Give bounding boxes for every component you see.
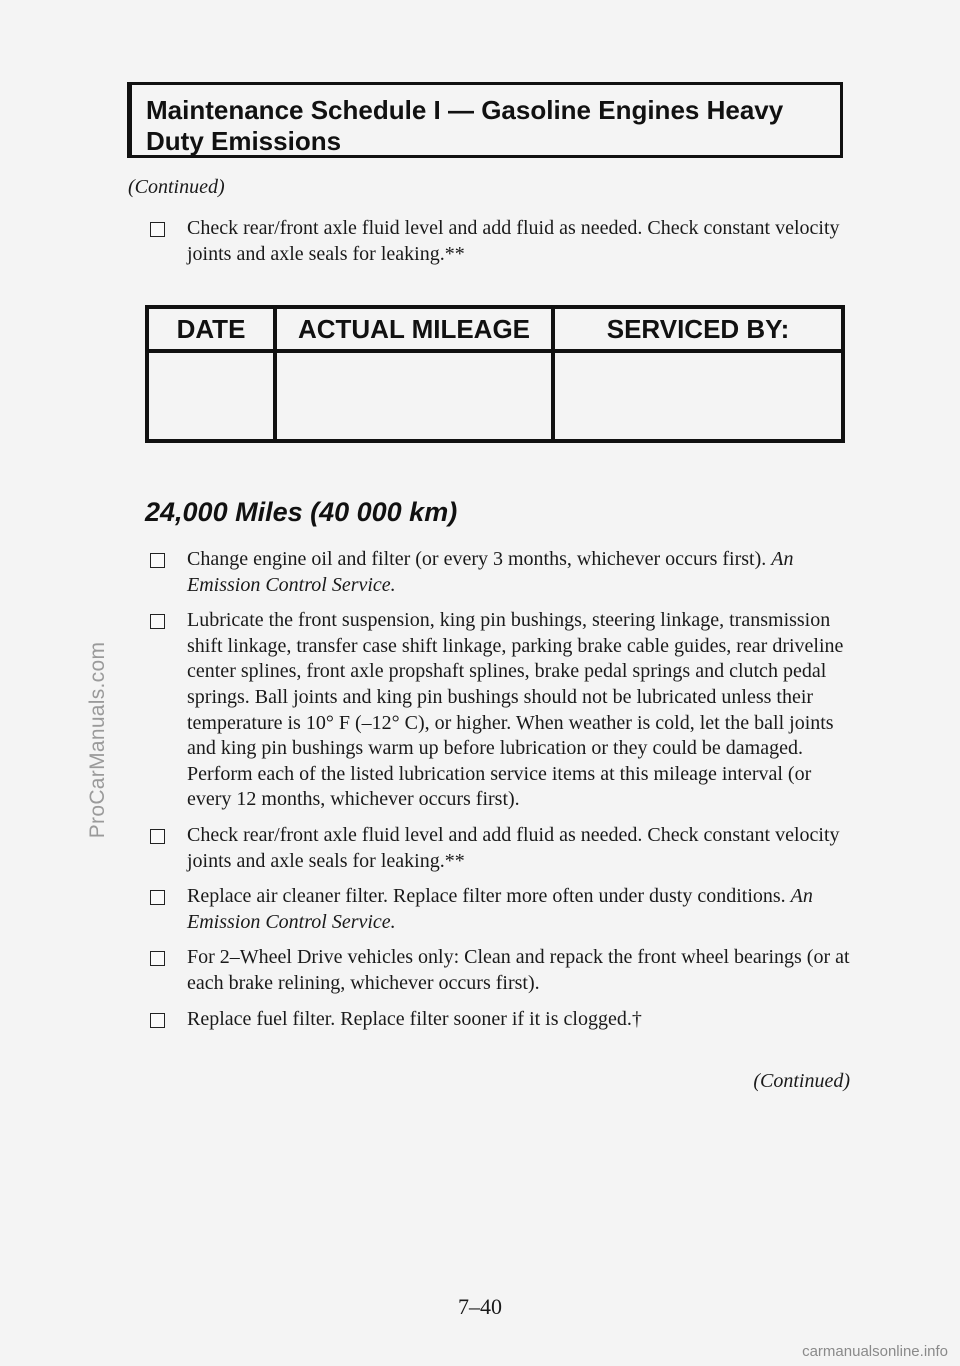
list-item: [150, 547, 850, 598]
schedule-title-line2: Duty Emissions: [146, 126, 342, 156]
list-item: [150, 1007, 850, 1033]
checkbox-icon[interactable]: [150, 553, 165, 568]
service-record-table: [145, 305, 845, 443]
list-item: [150, 216, 850, 267]
footer-watermark: carmanualsonline.info: [802, 1343, 948, 1360]
list-item: [150, 884, 850, 935]
item-text: Lubricate the front suspension, king pin bushings, steering linkage, transmission shift linkage, transfer case shift linkage, parking brake cable guides, rear driveline center splines, front axle propshaft splines, brake pedal springs and clutch pedal springs. Ball joints and king pin bushings should not be lubricated unless their temperature is 10° F (–12° C), or higher. When weather is cold, let the ball joints and king pin bushings warm up before lubrication or they could be damaged. Perform each of the listed lubrication service items at this mileage interval (or every 12 months, whichever occurs first).: [187, 609, 844, 811]
schedule-title-line1: Maintenance Schedule I — Gasoline Engines Heavy: [146, 95, 784, 125]
page-number: 7–40: [458, 1294, 502, 1319]
serviced-by-cell[interactable]: [553, 351, 843, 441]
continued-label-top: (Continued): [128, 176, 225, 198]
side-watermark: ProCarManuals.com: [86, 641, 109, 839]
list-item: [150, 945, 850, 996]
checkbox-icon[interactable]: [150, 951, 165, 966]
continued-label-bottom: (Continued): [753, 1070, 850, 1092]
column-header-date: DATE: [147, 307, 275, 351]
item-text: Replace air cleaner filter. Replace filter more often under dusty conditions.: [187, 885, 786, 908]
item-text: Change engine oil and filter (or every 3 months, whichever occurs first).: [187, 548, 767, 570]
date-cell[interactable]: [147, 351, 275, 441]
item-text: Check rear/front axle fluid level and add fluid as needed. Check constant velocity joints and axle seals for leaking.**: [187, 217, 840, 265]
item-text: Replace fuel filter. Replace filter sooner if it is clogged.†: [187, 1007, 642, 1030]
item-text: Check rear/front axle fluid level and add fluid as needed. Check constant velocity joints and axle seals for leaking.**: [187, 823, 840, 872]
top-checklist: [150, 216, 850, 267]
schedule-title: [146, 95, 826, 157]
schedule-header-box: [127, 82, 843, 158]
list-item: [150, 608, 850, 813]
checkbox-icon[interactable]: [150, 614, 165, 629]
main-checklist: [150, 547, 850, 1032]
checkbox-icon[interactable]: [150, 890, 165, 905]
checkbox-icon[interactable]: [150, 829, 165, 844]
checkbox-icon[interactable]: [150, 1013, 165, 1028]
item-italic-note: An Emission Control Service.: [187, 548, 794, 596]
checkbox-icon[interactable]: [150, 222, 165, 237]
mileage-cell[interactable]: [275, 351, 553, 441]
column-header-mileage: ACTUAL MILEAGE: [275, 307, 553, 351]
item-italic-note: An Emission Control Service.: [187, 885, 813, 933]
item-text: For 2–Wheel Drive vehicles only: Clean and repack the front wheel bearings (or at each brake relining, whichever occurs first).: [187, 946, 850, 994]
table-row: [147, 351, 843, 441]
list-item: [150, 823, 850, 874]
column-header-serviced-by: SERVICED BY:: [553, 307, 843, 351]
section-heading: 24,000 Miles (40 000 km): [145, 497, 458, 527]
